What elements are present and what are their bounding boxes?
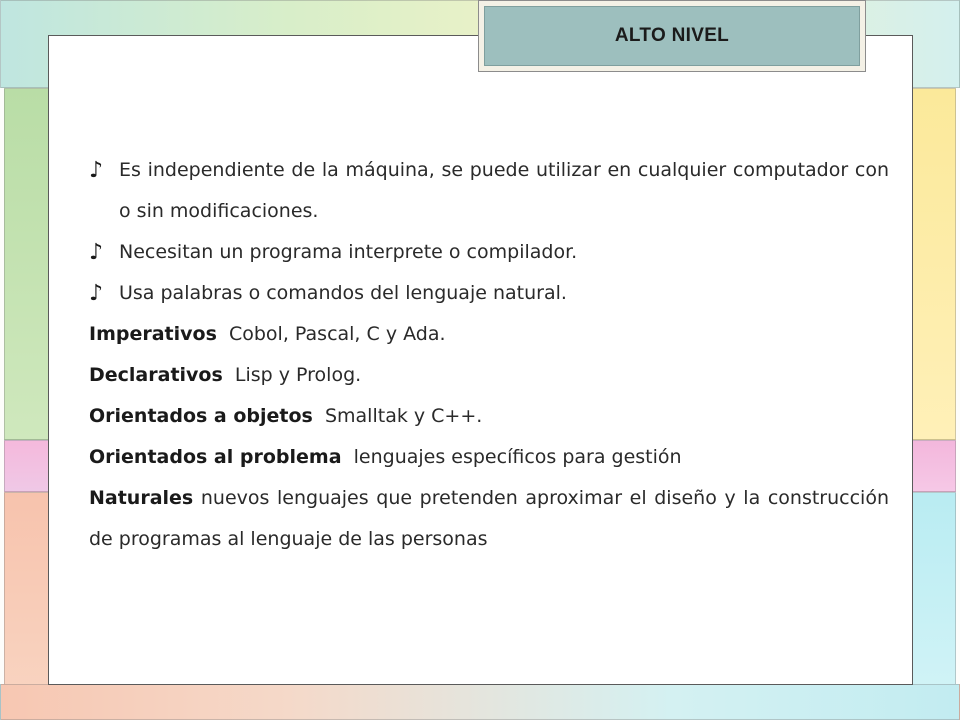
category-term: Naturales — [89, 487, 194, 509]
category-line — [89, 437, 889, 478]
category-term: Orientados a objetos — [89, 405, 313, 427]
bullet-text: Necesitan un programa interprete o compilador. — [119, 241, 578, 263]
background-panel-bottom — [0, 684, 960, 720]
category-line — [89, 314, 889, 355]
category-term: Declarativos — [89, 364, 223, 386]
music-note-icon: ♪ — [89, 281, 104, 306]
bullet-text: Usa palabras o comandos del lenguaje natural. — [119, 282, 567, 304]
category-desc: Smalltak y C++. — [324, 405, 483, 427]
category-line — [89, 396, 889, 437]
background-panel-right-pink — [912, 440, 956, 492]
background-panel-left-green — [4, 88, 52, 440]
bullet-text: Es independiente de la máquina, se puede utilizar en cualquier computador con o sin modificaciones. — [119, 159, 889, 222]
category-desc: Lisp y Prolog. — [234, 364, 362, 386]
category-line — [89, 355, 889, 396]
category-desc: nuevos lenguajes que pretenden aproximar el diseño y la construcción de programas al lenguaje de las personas — [89, 487, 889, 550]
category-term: Orientados al problema — [89, 446, 342, 468]
bullet-item — [89, 273, 889, 314]
background-panel-left-orange — [4, 492, 52, 712]
music-note-icon: ♪ — [89, 240, 104, 265]
background-panel-left-pink — [4, 440, 52, 492]
category-desc: Cobol, Pascal, C y Ada. — [228, 323, 446, 345]
background-panel-right-yellow — [912, 88, 956, 440]
background-panel-right-cyan — [912, 492, 956, 712]
category-line — [89, 478, 889, 560]
bullet-item — [89, 150, 889, 232]
category-desc: lenguajes específicos para gestión — [353, 446, 682, 468]
slide-body — [89, 150, 889, 560]
title-frame — [478, 0, 866, 72]
music-note-icon: ♪ — [89, 158, 104, 183]
title-box — [484, 6, 860, 66]
category-term: Imperativos — [89, 323, 217, 345]
slide-title: ALTO NIVEL — [614, 25, 730, 46]
bullet-item — [89, 232, 889, 273]
